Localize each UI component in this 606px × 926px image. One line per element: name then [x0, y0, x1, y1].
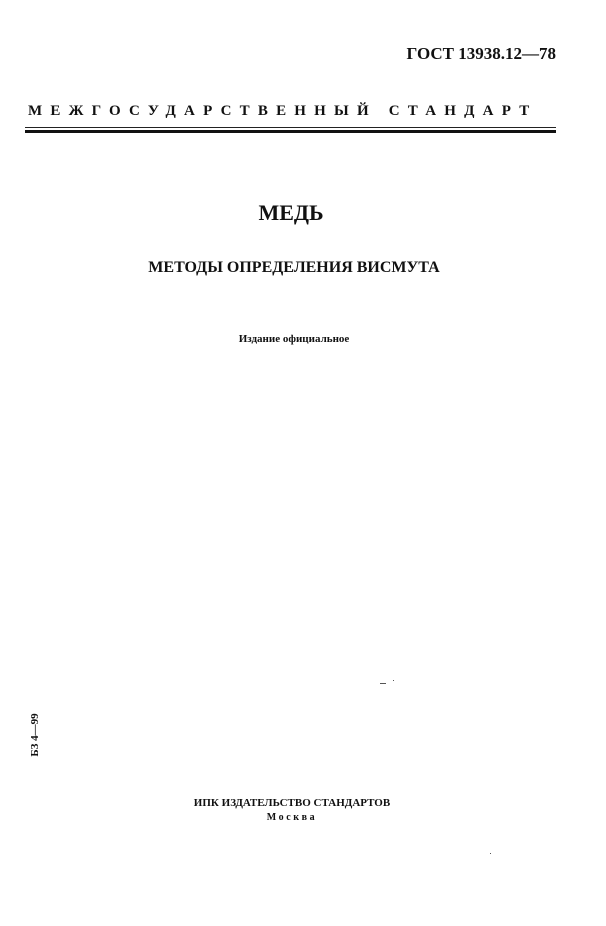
header-rule-thin — [25, 127, 556, 128]
header-band: МЕЖГОСУДАРСТВЕННЫЙ СТАНДАРТ — [28, 103, 538, 119]
side-mark — [28, 713, 42, 757]
document-title: МЕДЬ — [258, 200, 324, 225]
scan-speck — [380, 683, 386, 684]
standard-code: ГОСТ 13938.12—78 — [406, 44, 556, 63]
publisher-city: Москва — [266, 812, 318, 823]
document-subtitle: МЕТОДЫ ОПРЕДЕЛЕНИЯ ВИСМУТА — [148, 259, 440, 276]
side-mark-text: БЗ 4—99 — [29, 713, 41, 757]
publisher: ИПК ИЗДАТЕЛЬСТВО СТАНДАРТОВ — [193, 797, 391, 809]
scan-speck — [490, 853, 491, 854]
edition-note: Издание официальное — [238, 333, 350, 345]
scan-speck — [393, 680, 394, 681]
header-rule-thick — [25, 130, 556, 133]
